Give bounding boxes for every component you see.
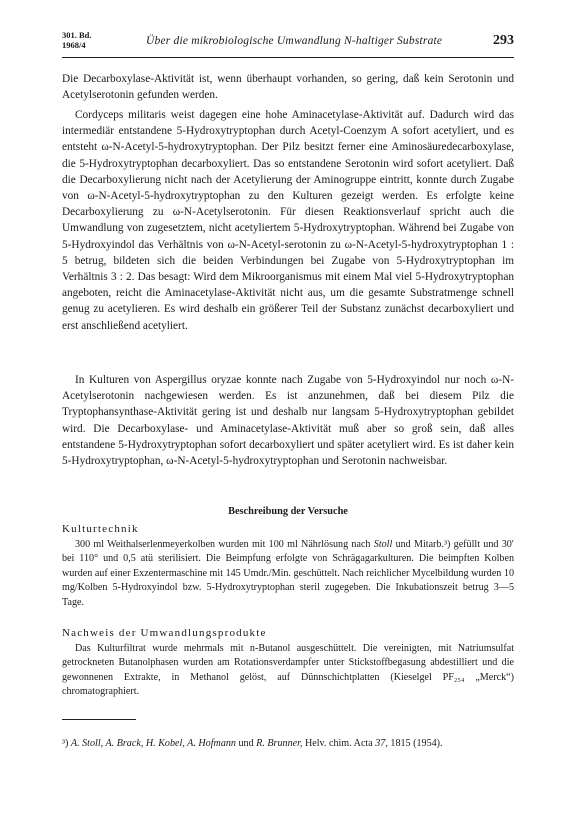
page-header [62,30,514,58]
footnote-pages: 1815 (1954). [390,738,443,749]
volume-line-2: 1968/4 [62,40,86,50]
footnote [62,737,514,751]
footnote-last-author: R. Brunner, [256,738,303,749]
kulturtechnik-heading: Kulturtechnik [62,523,139,535]
paragraph-1: Die Decarboxylase-Aktivität ist, wenn überhaupt vorhanden, so gering, daß kein Serotonin und Acetylserotonin gefunden werden. [62,73,514,102]
author-stoll: Stoll [373,539,393,550]
nachweis-heading: Nachweis der Umwandlungsprodukte [62,627,267,639]
section-title: Beschreibung der Versuche [228,506,348,517]
kulturtechnik-text: 300 ml Weithalserlenmeyerkolben wurden mit 100 ml Nährlösung nach Stoll und Mitarb.³) gefüllt und 30′ bei 110° und 0,5 atü sterilisiert. Die Beimpfung erfolgte von Schrägagarkulturen. Die beimpften Kolben wurden auf einer Exzentermaschine mit 145 Umdr./Min. geschüttelt. Nach reichlicher Mycelbildung wurden 10 mg/Kolben 5-Hydroxyindol bzw. 5-Hydroxytryptophan steril zugegeben. Die Inkubationszeit betrug 3—5 Tage. [62,539,515,608]
kulturtechnik-section [62,523,514,610]
footnote-marker: ³) [62,738,69,749]
volume-line-1: 301. Bd. [62,30,92,40]
footnote-volume: 37, [375,738,388,749]
paragraph-3: In Kulturen von Aspergillus oryzae konnte nach Zugabe von 5-Hydroxyindol nur noch ω-N-Acetylserotonin nachgewiesen werden. Es ist anzunehmen, daß bei diesem Pilz die Tryptophansynthase-Aktivität gering ist und deshalb nur langsam 5-Hydroxytryptophan gebildet wird. Die Decarboxylase- und Aminacetylase-Aktivität muß aber so groß sein, daß alles entstandene 5-Hydroxytryptophan sofort decarboxyliert und später acetyliert wird. Es ist daher kein 5-Hydroxytryptophan, ω-N-Acetyl-5-hydroxytryptophan und Serotonin nachweisbar. [62,374,514,468]
footnote-authors: A. Stoll, A. Brack, H. Kobel, A. Hofmann [70,738,236,749]
page-number: 293 [493,33,514,48]
volume-info [62,30,92,50]
nachweis-section [62,627,514,700]
footnote-rule [62,719,136,720]
footnote-journal: Helv. chim. Acta [304,738,373,749]
running-title: Über die mikrobiologische Umwandlung N-haltiger Substrate [146,35,443,47]
paragraph-2: Cordyceps militaris weist dagegen eine hohe Aminacetylase-Aktivität auf. Dadurch wird das intermediär entstandene 5-Hydroxytryptophan durch Acetyl-Coenzym A sofort acetyliert, und es entsteht ω-N-Acetyl-5-hydroxytryptophan. Der Pilz besitzt ferner eine Aminosäuredecarboxylase, die 5-Hydroxytryptophan decarboxyliert. Das so entstandene Serotonin wird sofort acetyliert. Daß die Decarboxylierung nicht nach der Acetylierung der Aminogruppe eintritt, konnte durch Zugabe von ω-N-Acetyl-5-hydroxytryptophan zu den Kulturen gezeigt werden. Es erfolgte keine Decarboxylierung zu ω-N-Acetylserotonin. Für diesen Reaktionsverlauf spricht auch die Umwandlung von zugesetztem, nicht acetyliertem 5-Hydroxytryptophan. Während bei Zugabe von 5-Hydroxyindol das Verhältnis von ω-N-Acetyl-serotonin zu ω-N-Acetyl-5-hydroxytryptophan 1 : 5 betrug, bildeten sich die beiden Verbindungen bei Zugabe von 5-Hydroxytryptophan im Verhältnis 3 : 2. Das besagt: Wird dem Mikroorganismus mit einem Mal viel 5-Hydroxytryptophan angeboten, reicht die Aminacetylase-Aktivität nicht aus, um die gesamte Substratmenge schnell genug zu acetylieren. Es wird deshalb ein größerer Teil der Substanz zunächst decarboxyliert und erst anschließend acetyliert. [62,109,514,332]
header-rule [62,57,514,58]
footnote-and: und [238,738,254,749]
nachweis-text: Das Kulturfiltrat wurde mehrmals mit n-Butanol ausgeschüttelt. Die vereinigten, mit Natriumsulfat getrockneten Butanolphasen wurden am Rotationsverdampfer unter Stickstoffbegasung abdestilliert und die gewonnenen Extrakte, in Methanol gelöst, auf Dünnschichtplatten (Kieselgel PF₂₅₄ „Merck“) chromatographiert. [62,643,514,698]
